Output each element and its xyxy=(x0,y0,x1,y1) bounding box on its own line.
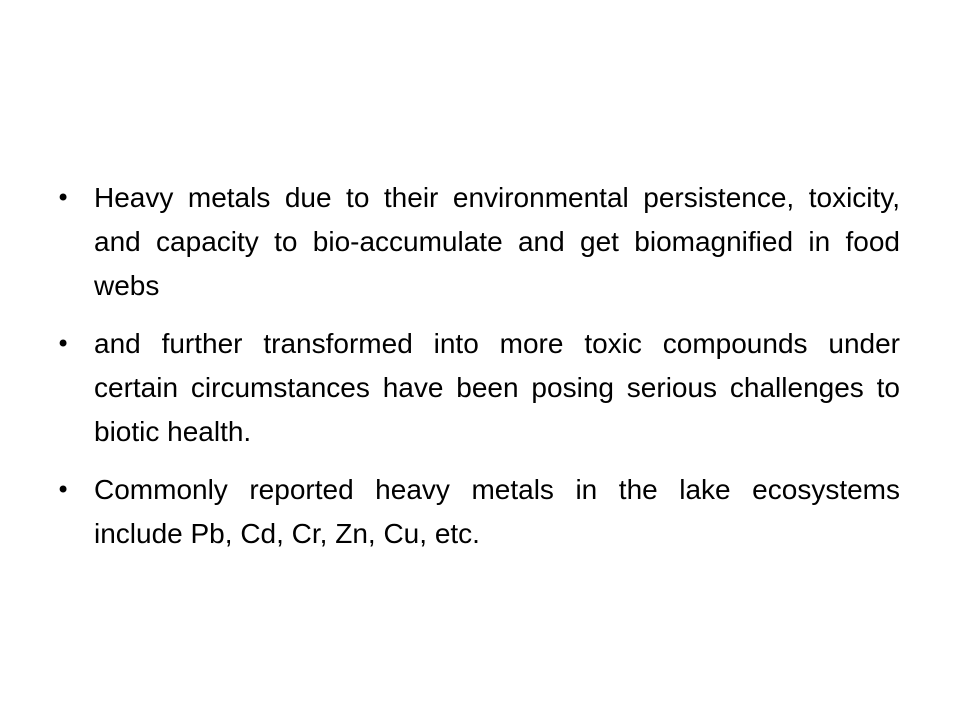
bullet-item-1 xyxy=(56,176,900,308)
bullet-item-3 xyxy=(56,468,900,556)
bullet-marker: • xyxy=(56,330,71,358)
bullet-list xyxy=(56,176,900,570)
bullet-text: Commonly reported heavy metals in the lake ecosystems include Pb, Cd, Cr, Zn, Cu, etc. xyxy=(94,474,900,549)
bullet-marker: • xyxy=(56,476,71,504)
bullet-text: Heavy metals due to their environmental persistence, toxicity, and capacity to bio-accumulate and get biomagnified in food webs xyxy=(94,182,900,301)
bullet-item-2 xyxy=(56,322,900,454)
bullet-text: and further transformed into more toxic compounds under certain circumstances have been posing serious challenges to biotic health. xyxy=(94,328,900,447)
bullet-marker: • xyxy=(56,184,71,212)
